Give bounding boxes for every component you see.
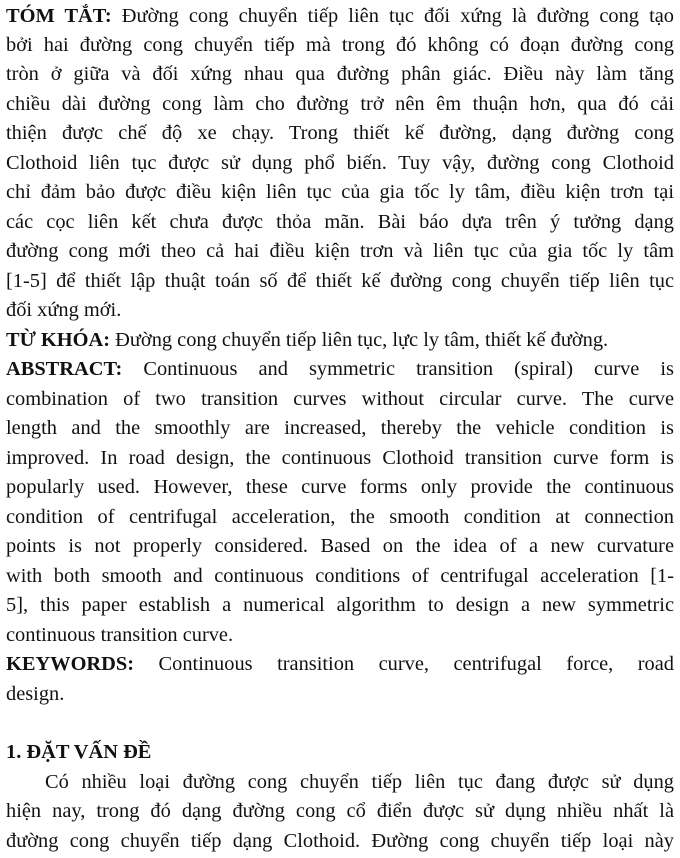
text: Continuous transition curve, centrifugal force, road <box>134 653 674 675</box>
abstract-vi-line: [1-5] để thiết lập thuật toán số để thiết kế đường cong chuyển tiếp liên tục <box>6 270 674 292</box>
abstract-vi-line: tròn ở giữa và đối xứng nhau qua đường phân giác. Điều này làm tăng <box>6 63 674 85</box>
keywords-vi-label: TỪ KHÓA: <box>6 329 111 351</box>
keywords-en-line <box>6 650 674 679</box>
abstract-en-line: continuous transition curve. <box>6 624 234 646</box>
text: Đường cong chuyển tiếp liên tục đối xứng là đường cong tạo <box>111 5 674 27</box>
abstract-en-line: popularly used. However, these curve forms only provide the continuous <box>6 476 674 498</box>
abstract-en-line: 5], this paper establish a numerical algorithm to design a new symmetric <box>6 594 674 616</box>
abstract-en-label: ABSTRACT: <box>6 358 123 380</box>
section-body-line: đường cong chuyển tiếp dạng Clothoid. Đường cong chuyển tiếp loại này <box>6 830 674 852</box>
keywords-vi-text: Đường cong chuyển tiếp liên tục, lực ly tâm, thiết kế đường. <box>110 329 609 351</box>
abstract-vi-line: đường cong mới theo cả hai điều kiện trơn và liên tục của gia tốc ly tâm <box>6 240 674 262</box>
abstract-en-line <box>6 355 674 384</box>
abstract-vi-line: chiều dài đường cong làm cho đường trở nên êm thuận hơn, qua đó cải <box>6 93 674 115</box>
keywords-vi <box>6 326 674 355</box>
keywords-en-line: design. <box>6 683 65 705</box>
abstract-vi-line: đối xứng mới. <box>6 299 122 321</box>
abstract-en-line: combination of two transition curves without circular curve. The curve <box>6 388 674 410</box>
section-heading: 1. ĐẶT VẤN ĐỀ <box>6 741 152 763</box>
abstract-vi-line: chỉ đảm bảo được điều kiện liên tục của gia tốc ly tâm, điều kiện trơn tại <box>6 181 674 203</box>
section-body-line: hiện nay, trong đó dạng đường cong cổ điển được sử dụng nhiều nhất là <box>6 800 674 822</box>
abstract-en-line: with both smooth and continuous conditions of centrifugal acceleration [1- <box>6 565 674 587</box>
abstract-vi-line: bởi hai đường cong chuyển tiếp mà trong đó không có đoạn đường cong <box>6 34 674 56</box>
abstract-en-line: improved. In road design, the continuous Clothoid transition curve form is <box>6 447 674 469</box>
abstract-en-line: condition of centrifugal acceleration, the smooth condition at connection <box>6 506 674 528</box>
abstract-en-line: points is not properly considered. Based on the idea of a new curvature <box>6 535 674 557</box>
abstract-en-line: length and the smoothly are increased, thereby the vehicle condition is <box>6 417 674 439</box>
keywords-en-label: KEYWORDS: <box>6 653 135 675</box>
section-body-line: Có nhiều loại đường cong chuyển tiếp liên tục đang được sử dụng <box>45 771 674 793</box>
text: Continuous and symmetric transition (spiral) curve is <box>122 358 674 380</box>
abstract-vi-line <box>6 2 674 31</box>
abstract-vi-label: TÓM TẮT: <box>6 5 112 27</box>
abstract-vi-line: Clothoid liên tục được sử dụng phổ biến. Tuy vậy, đường cong Clothoid <box>6 152 674 174</box>
abstract-vi-line: thiện được chế độ xe chạy. Trong thiết kế đường, dạng đường cong <box>6 122 674 144</box>
abstract-vi-line: các cọc liên kết chưa được thỏa mãn. Bài báo dựa trên ý tưởng dạng <box>6 211 674 233</box>
